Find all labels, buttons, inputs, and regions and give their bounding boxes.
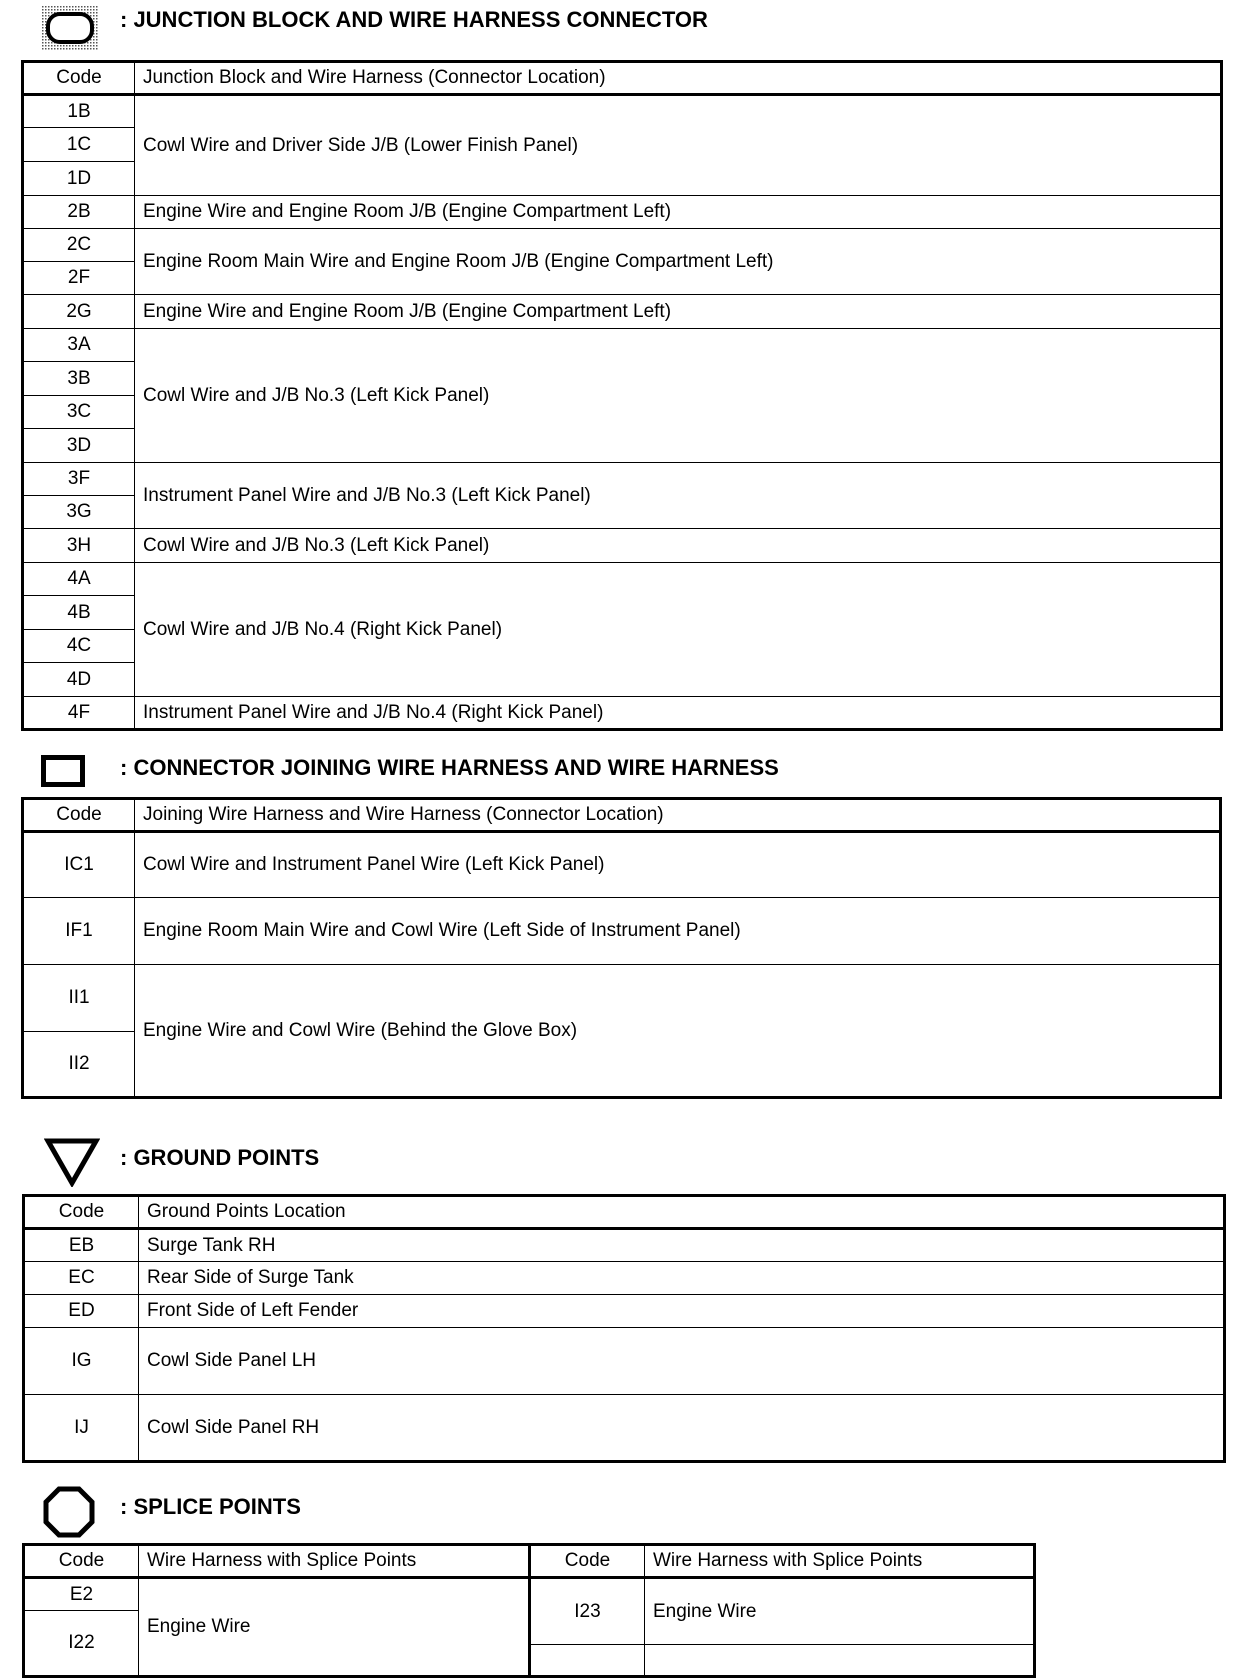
- code-cell: 2C: [23, 229, 135, 262]
- code-cell: 1C: [23, 128, 135, 162]
- desc-cell: Engine Wire and Cowl Wire (Behind the Glove Box): [135, 965, 1221, 1098]
- code-cell: E2: [24, 1578, 139, 1611]
- octagon-icon: [43, 1486, 95, 1538]
- empty-cell: [645, 1645, 1035, 1677]
- code-cell: 1D: [23, 162, 135, 196]
- desc-cell: Rear Side of Surge Tank: [139, 1262, 1225, 1295]
- ground-title: : GROUND POINTS: [120, 1145, 320, 1170]
- code-cell: 2B: [23, 196, 135, 229]
- code-cell: 3H: [23, 529, 135, 563]
- code-cell: 4D: [23, 663, 135, 697]
- splice-table: [22, 1543, 1036, 1678]
- header-desc: Joining Wire Harness and Wire Harness (Connector Location): [135, 799, 1221, 832]
- header-code: Code: [24, 1545, 139, 1578]
- desc-cell: Engine Wire: [139, 1578, 530, 1677]
- empty-cell: [530, 1645, 645, 1677]
- desc-cell: Cowl Wire and J/B No.3 (Left Kick Panel): [135, 329, 1222, 463]
- code-cell: IG: [24, 1328, 139, 1395]
- code-cell: 4F: [23, 697, 135, 730]
- connector-title: : CONNECTOR JOINING WIRE HARNESS AND WIRE HARNESS: [120, 755, 779, 780]
- code-cell: 3C: [23, 396, 135, 429]
- code-cell: IJ: [24, 1395, 139, 1462]
- connector-table: [21, 797, 1222, 1099]
- desc-cell: Cowl Wire and Driver Side J/B (Lower Finish Panel): [135, 95, 1222, 196]
- desc-cell: Instrument Panel Wire and J/B No.4 (Right Kick Panel): [135, 697, 1222, 730]
- desc-cell: Cowl Wire and J/B No.4 (Right Kick Panel): [135, 563, 1222, 697]
- code-cell: EC: [24, 1262, 139, 1295]
- code-cell: IF1: [23, 898, 135, 965]
- desc-cell: Engine Wire and Engine Room J/B (Engine Compartment Left): [135, 196, 1222, 229]
- rounded-rect-icon: [42, 6, 98, 50]
- code-cell: I23: [530, 1578, 645, 1645]
- code-cell: II1: [23, 965, 135, 1032]
- code-cell: 3G: [23, 496, 135, 529]
- desc-cell: Cowl Wire and Instrument Panel Wire (Left Kick Panel): [135, 832, 1221, 898]
- header-code: Code: [23, 799, 135, 832]
- code-cell: II2: [23, 1032, 135, 1098]
- desc-cell: Cowl Side Panel LH: [139, 1328, 1225, 1395]
- desc-cell: Cowl Side Panel RH: [139, 1395, 1225, 1462]
- desc-cell: Engine Room Main Wire and Cowl Wire (Left Side of Instrument Panel): [135, 898, 1221, 965]
- code-cell: 3D: [23, 429, 135, 463]
- junction-title: : JUNCTION BLOCK AND WIRE HARNESS CONNECTOR: [120, 7, 708, 32]
- junction-table: [21, 60, 1223, 731]
- desc-cell: Instrument Panel Wire and J/B No.3 (Left Kick Panel): [135, 463, 1222, 529]
- code-cell: 2G: [23, 295, 135, 329]
- desc-cell: Engine Room Main Wire and Engine Room J/B (Engine Compartment Left): [135, 229, 1222, 295]
- code-cell: 4C: [23, 630, 135, 663]
- code-cell: 3A: [23, 329, 135, 362]
- code-cell: 2F: [23, 262, 135, 295]
- splice-title: : SPLICE POINTS: [120, 1494, 301, 1519]
- ground-table: [22, 1194, 1226, 1463]
- desc-cell: Engine Wire and Engine Room J/B (Engine Compartment Left): [135, 295, 1222, 329]
- code-cell: ED: [24, 1295, 139, 1328]
- header-desc: Junction Block and Wire Harness (Connector Location): [135, 62, 1222, 95]
- code-cell: 4A: [23, 563, 135, 596]
- header-code-2: Code: [530, 1545, 645, 1578]
- header-code: Code: [24, 1196, 139, 1229]
- desc-cell: Front Side of Left Fender: [139, 1295, 1225, 1328]
- header-desc: Wire Harness with Splice Points: [139, 1545, 530, 1578]
- code-cell: 1B: [23, 95, 135, 128]
- code-cell: IC1: [23, 832, 135, 898]
- code-cell: 3B: [23, 362, 135, 396]
- square-icon: [41, 755, 85, 787]
- desc-cell: Surge Tank RH: [139, 1229, 1225, 1262]
- code-cell: EB: [24, 1229, 139, 1262]
- code-cell: I22: [24, 1611, 139, 1677]
- code-cell: 4B: [23, 596, 135, 630]
- header-desc: Ground Points Location: [139, 1196, 1225, 1229]
- code-cell: 3F: [23, 463, 135, 496]
- triangle-icon: [44, 1137, 100, 1187]
- header-desc-2: Wire Harness with Splice Points: [645, 1545, 1035, 1578]
- desc-cell: Cowl Wire and J/B No.3 (Left Kick Panel): [135, 529, 1222, 563]
- desc-cell: Engine Wire: [645, 1578, 1035, 1645]
- header-code: Code: [23, 62, 135, 95]
